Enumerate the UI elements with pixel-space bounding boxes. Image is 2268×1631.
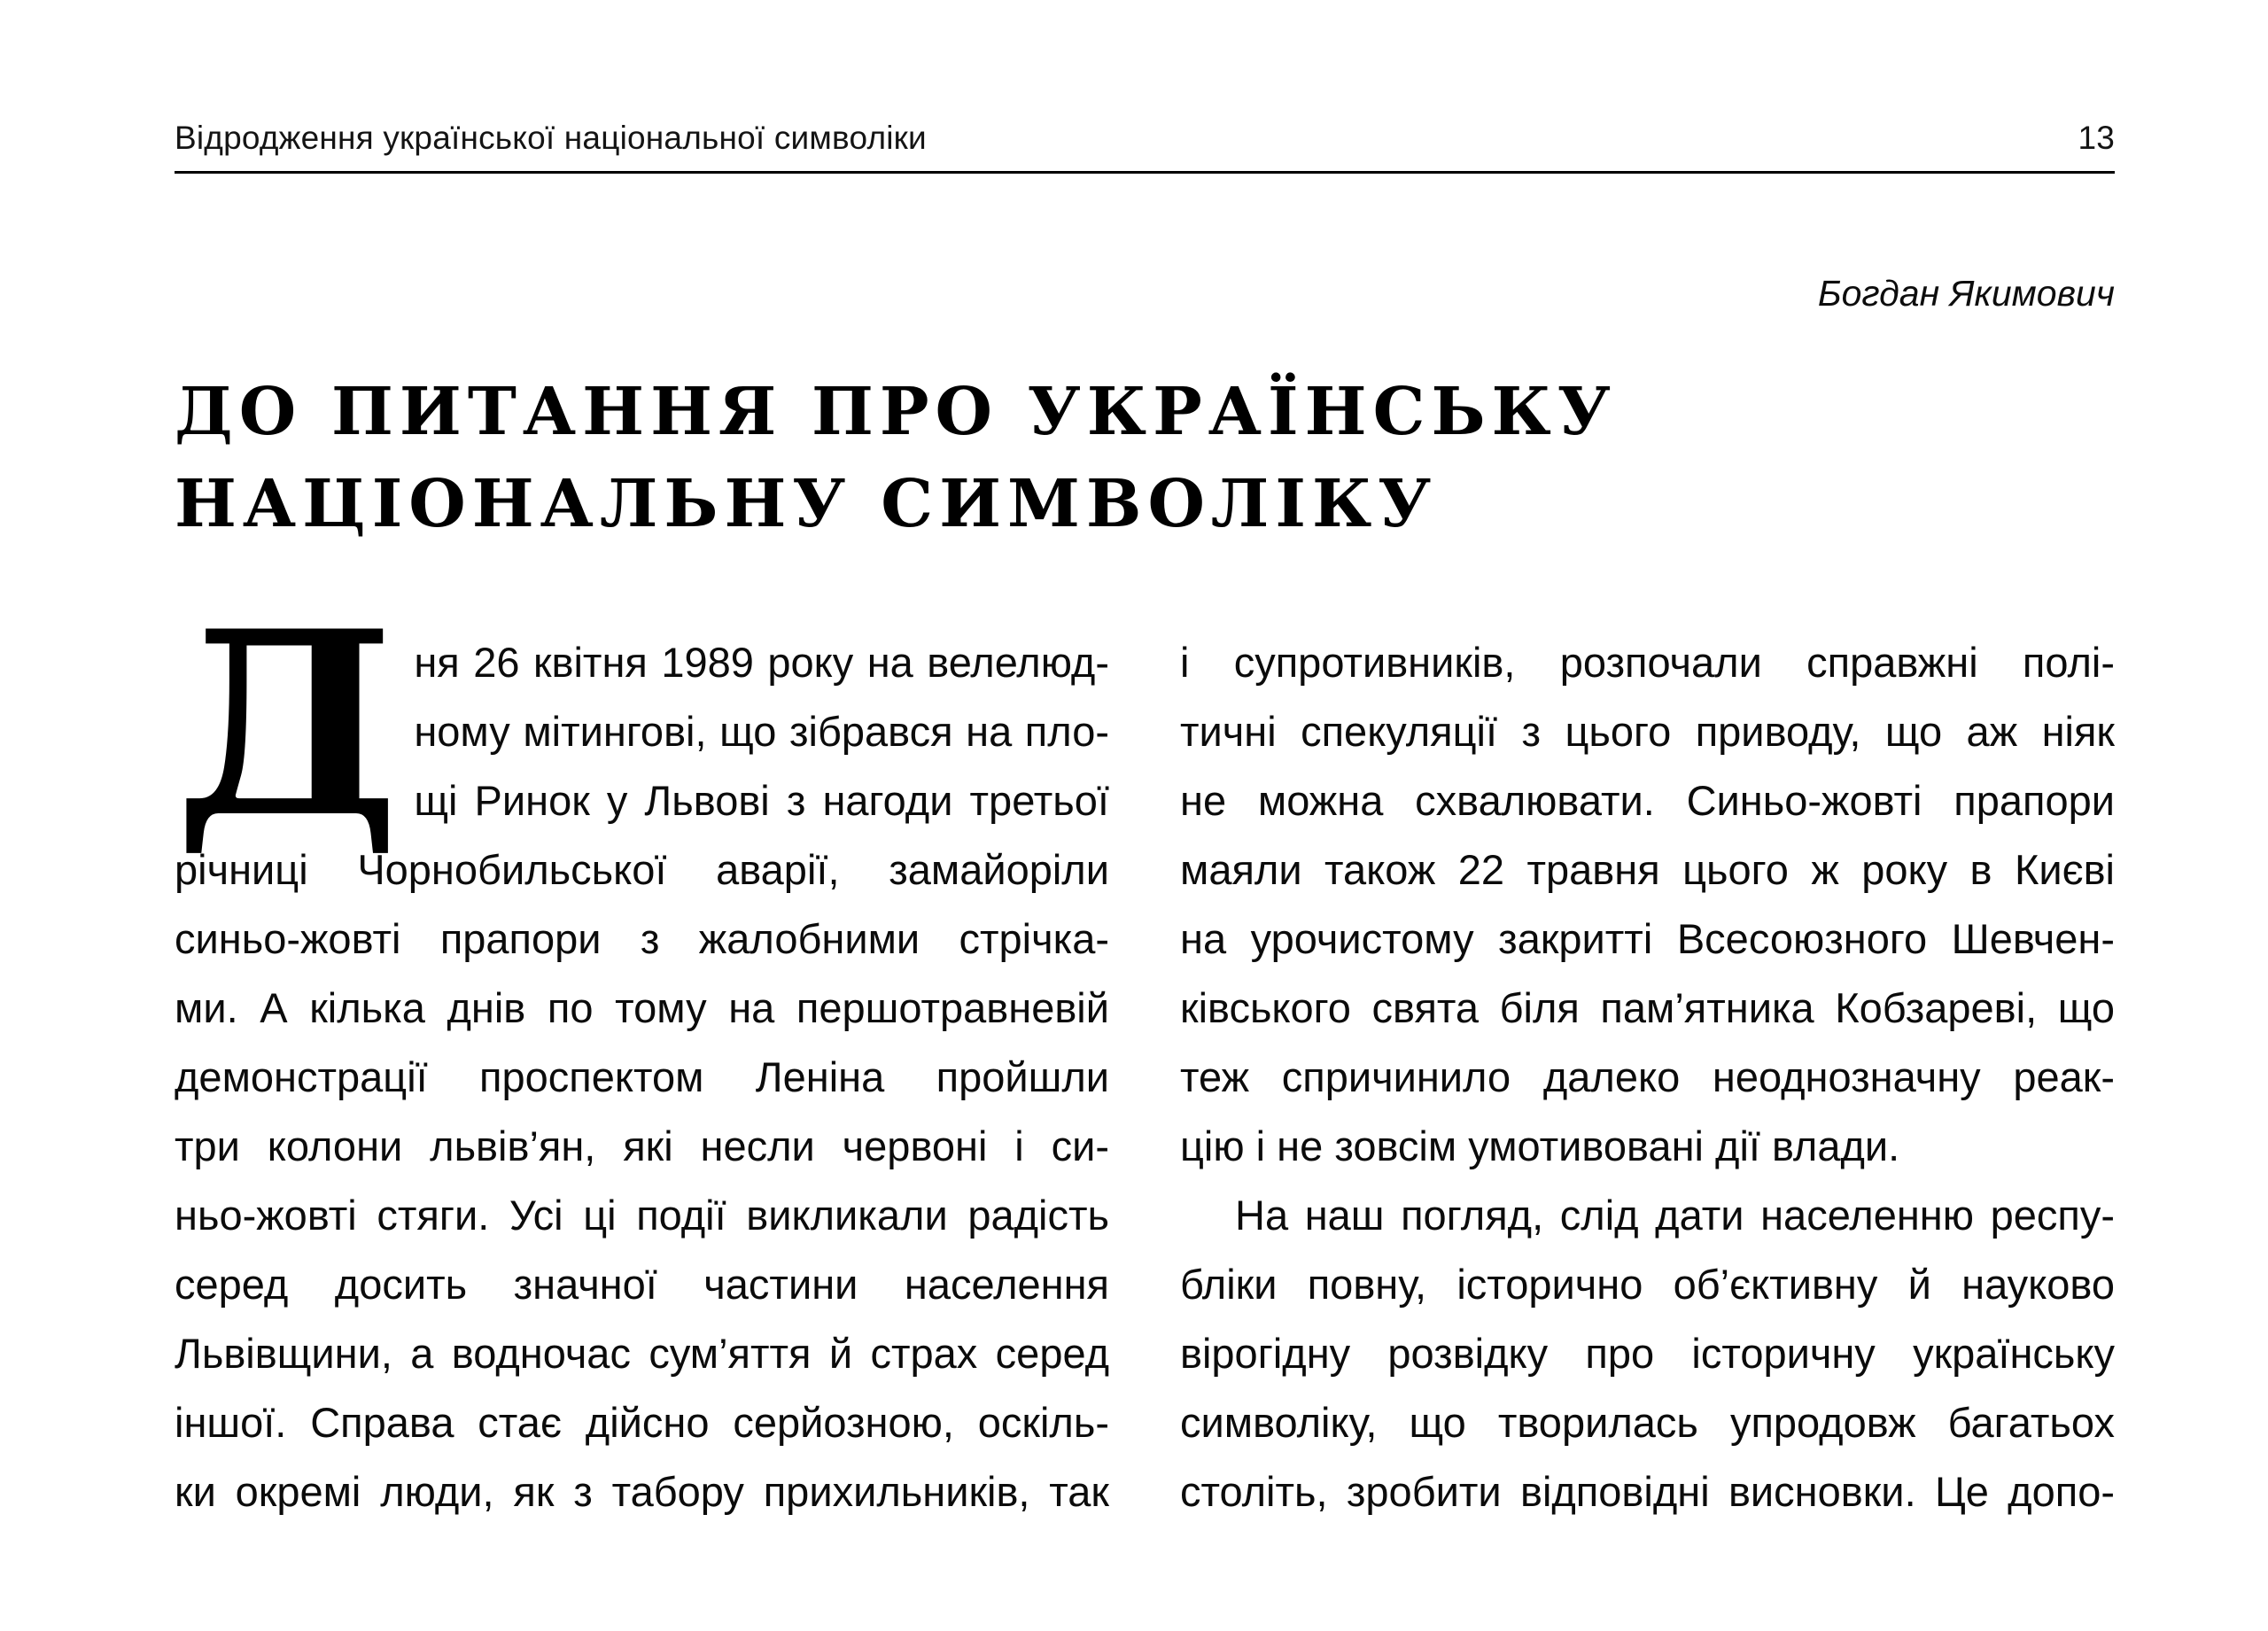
- body-line: теж спричинило далеко неоднозначну реак-: [1180, 1053, 2115, 1100]
- body-line: щі Ринок у Львові з нагоди третьої: [414, 777, 1109, 824]
- body-line: цію і не зовсім умотивовані дії влади.: [1180, 1122, 1900, 1169]
- body-line: річниці Чорнобильської аварії, замайоріли: [175, 846, 1109, 893]
- article-title: [175, 366, 2115, 550]
- drop-cap: Д: [175, 576, 400, 874]
- running-head-title: Відродження української національної символіки: [175, 120, 927, 156]
- body-line: ківського свята біля пам’ятника Кобзареві, що: [1180, 984, 2115, 1031]
- body-line: демонстрації проспектом Леніна пройшли: [175, 1053, 1109, 1100]
- page-number: 13: [2078, 120, 2115, 156]
- body-line: серед досить значної частини населення: [175, 1261, 1109, 1308]
- header-rule: [175, 171, 2115, 174]
- body-line: синьо-жовті прапори з жалобними стрічка-: [175, 915, 1109, 962]
- body-line: бліки повну, історично об’єктивну й науково: [1180, 1261, 2115, 1308]
- body-line: ми. А кілька днів по тому на першотравневій: [175, 984, 1109, 1031]
- body-line: століть, зробити відповідні висновки. Це допо-: [1180, 1468, 2115, 1515]
- body-line: Львівщини, а водночас сум’яття й страх серед: [175, 1330, 1109, 1377]
- body-line: ки окремі люди, як з табору прихильників, так: [175, 1468, 1109, 1515]
- body-line: символіку, що творилась упродовж багатьох: [1180, 1399, 2115, 1446]
- body-line: ному мітингові, що зібрався на пло-: [414, 708, 1109, 755]
- column-left: [175, 576, 1109, 1526]
- body-line: ньо-жовті стяги. Усі ці події викликали радість: [175, 1192, 1109, 1239]
- article-title-line1: ДО ПИТАННЯ ПРО УКРАЇНСЬКУ: [175, 374, 1617, 450]
- body-line: тичні спекуляції з цього приводу, що аж ніяк: [1180, 708, 2115, 755]
- body-line: іншої. Справа стає дійсно серйозною, оскіль-: [175, 1399, 1109, 1446]
- body-line: не можна схвалювати. Синьо-жовті прапори: [1180, 777, 2115, 824]
- body-line: і супротивників, розпочали справжні полі-: [1180, 639, 2115, 686]
- column-right: [1180, 628, 2115, 1526]
- body-line: ня 26 квітня 1989 року на велелюд-: [414, 639, 1109, 686]
- author-name: Богдан Якимович: [1817, 273, 2115, 314]
- body-line: На наш погляд, слід дати населенню респу-: [1235, 1192, 2115, 1239]
- body-line: три колони львів’ян, які несли червоні і си-: [175, 1122, 1109, 1169]
- body-text: [175, 576, 2115, 1526]
- article-title-line2: НАЦІОНАЛЬНУ СИМВОЛІКУ: [175, 466, 1438, 542]
- column-right-lines: [1180, 628, 2115, 1526]
- body-line: маяли також 22 травня цього ж року в Києві: [1180, 846, 2115, 893]
- body-line: вірогідну розвідку про історичну українську: [1180, 1330, 2115, 1377]
- body-line: на урочистому закритті Всесоюзного Шевчен-: [1180, 915, 2115, 962]
- running-head: [175, 120, 2115, 157]
